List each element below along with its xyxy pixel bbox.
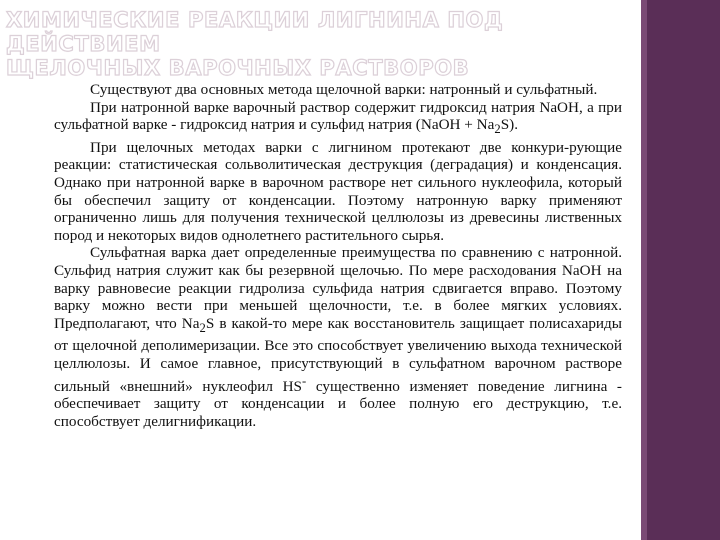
- superscript: -: [301, 373, 307, 388]
- paragraph-3: При щелочных методах варки с лигнином протекают две конкури-рующие реакции: статистическая сольволитическая деструкция (деградация) и конденсация. Однако при натронной варке в варочном растворе нет сильного нуклеофила, который бы обеспечил защиту от конденсации. Поэтому натронную варку применяют ограниченно лишь для получения технической целлюлозы из древесины лиственных пород и некоторых видов однолетнего растительного сырья.: [54, 138, 622, 244]
- title-line-1: ХИМИЧЕСКИЕ РЕАКЦИИ ЛИГНИНА ПОД ДЕЙСТВИЕМ: [6, 8, 504, 56]
- paragraph-4-text-end: существенно изменяет поведение лигнина - обеспечивает защиту от конденсации и более полную его деструкцию, т.е. способствует делигнификации.: [54, 377, 622, 430]
- body-text: [54, 81, 622, 430]
- paragraph-4: [54, 244, 622, 430]
- slide-title: [6, 8, 626, 80]
- paragraph-2-text-end: S).: [500, 116, 519, 134]
- subscript: 2: [199, 320, 206, 335]
- subscript: 2: [494, 122, 501, 137]
- panel-stripe: [641, 0, 647, 540]
- paragraph-2-text: При натронной варке варочный раствор содержит гидроксид натрия NaOH, а при сульфатной варке - гидроксид натрия и сульфид натрия (NaOH + Na: [54, 98, 622, 134]
- paragraph-4-text: Сульфатная варка дает определенные преимущества по сравнению с натронной. Сульфид натрия служит как бы резервной щелочью. По мере расходования NaOH на варку равновесие реакции гидролиза сульфида натрия сдвигается вправо. Поэтому варку можно вести при меньшей щелочности, т.е. в более мягких условиях. Предполагают, что Na: [54, 244, 622, 332]
- decorative-side-panel: [641, 0, 720, 540]
- paragraph-2: [54, 99, 622, 139]
- paragraph-1: Существуют два основных метода щелочной варки: натронный и сульфатный.: [90, 81, 598, 98]
- title-line-2: ЩЕЛОЧНЫХ ВАРОЧНЫХ РАСТВОРОВ: [6, 56, 470, 80]
- paragraph-4-text-mid: S в какой-то мере как восстановитель защищает полисахариды от щелочной деполимеризации. Все это способствует увеличению выхода технической целлюлозы. И самое главное, присутствующий в сульфатном варочном растворе сильный «внешний» нуклеофил HS: [54, 314, 622, 395]
